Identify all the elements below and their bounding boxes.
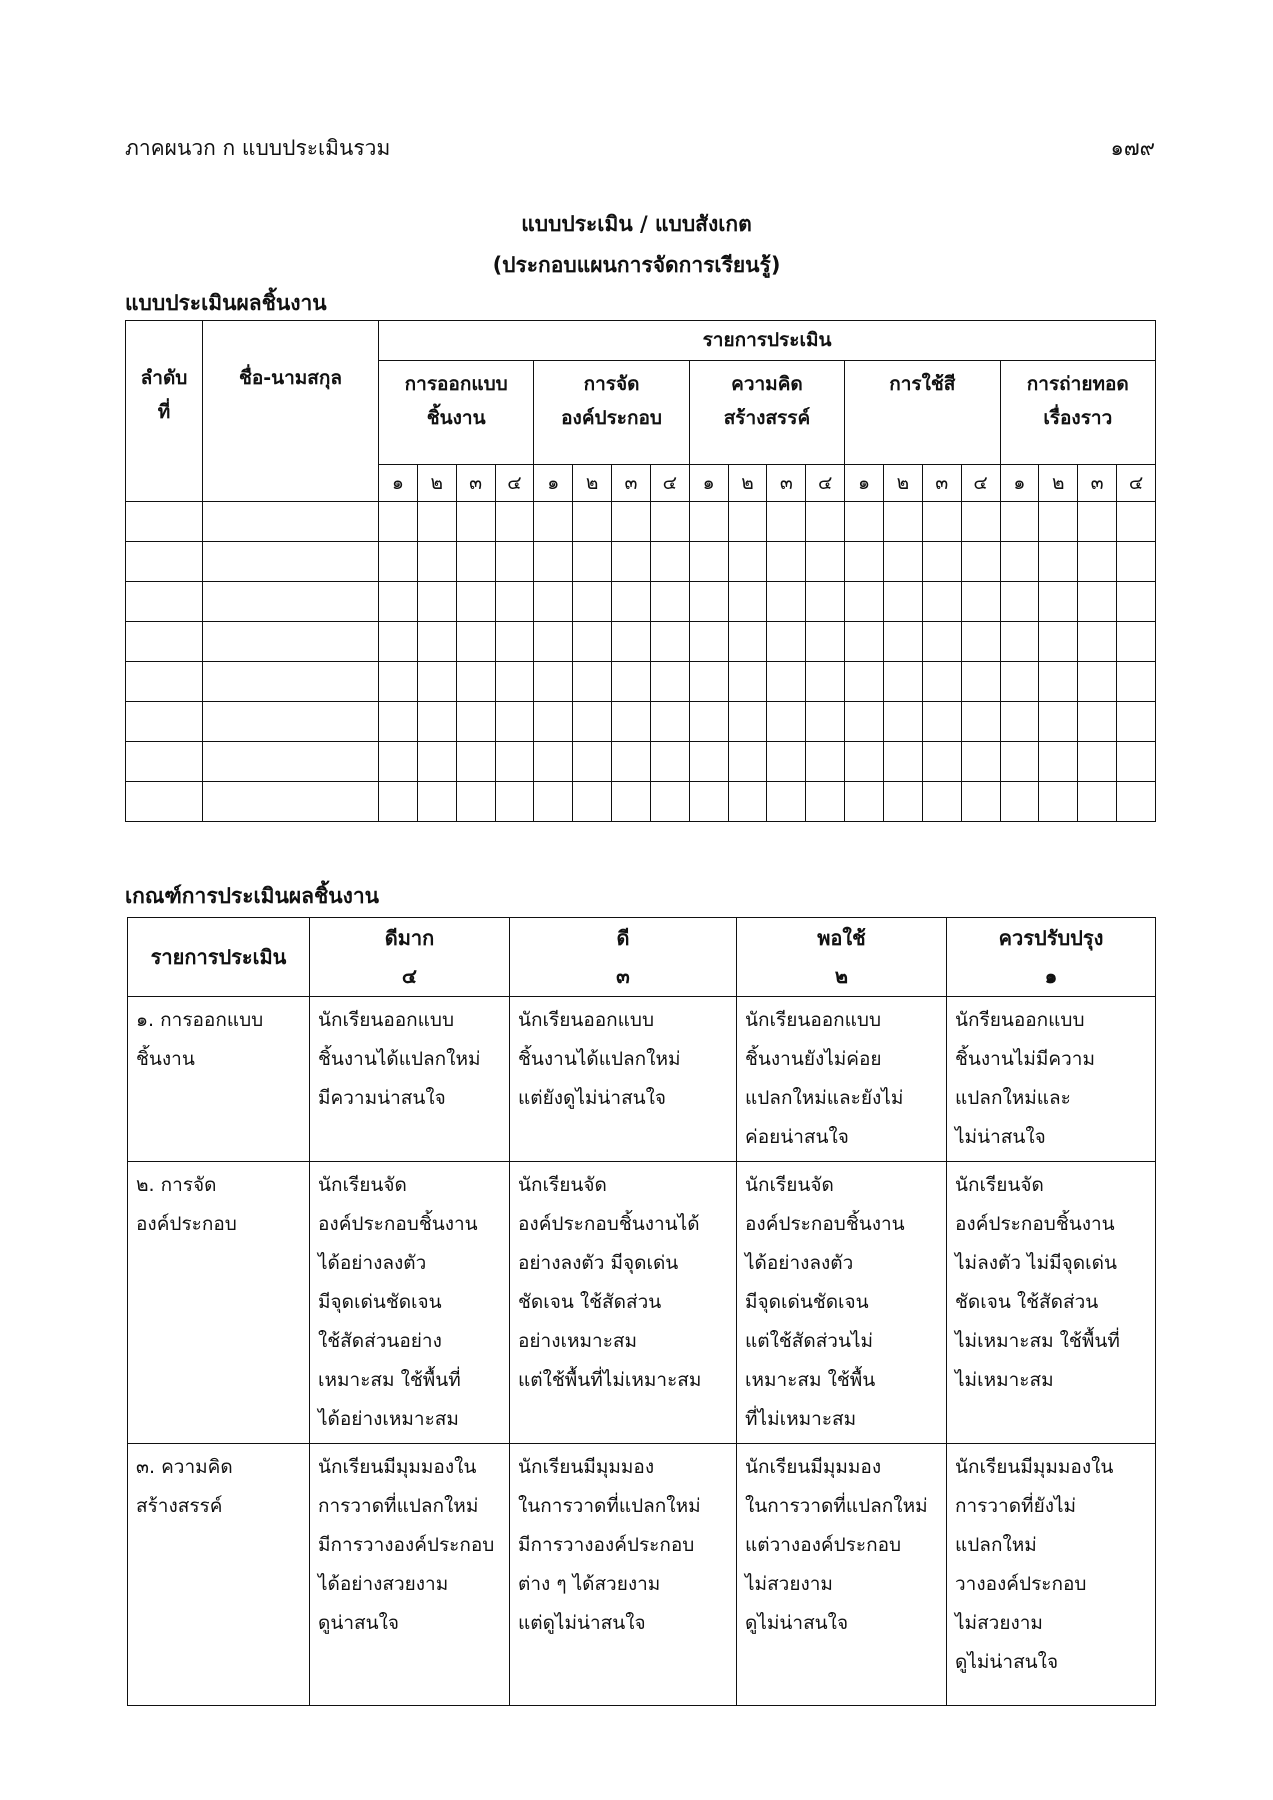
blank-cell[interactable]: [495, 702, 534, 742]
blank-cell[interactable]: [573, 582, 612, 622]
blank-cell[interactable]: [806, 702, 845, 742]
score-header: ๒: [573, 465, 612, 502]
form-section-title: แบบประเมินผลชิ้นงาน: [125, 291, 327, 315]
blank-cell[interactable]: [1117, 622, 1156, 662]
blank-cell[interactable]: [1039, 782, 1078, 822]
blank-cell[interactable]: [767, 502, 806, 542]
criterion-header: การจัด องค์ประกอบ: [534, 361, 689, 465]
blank-cell[interactable]: [806, 782, 845, 822]
blank-cell[interactable]: [728, 622, 767, 662]
blank-cell[interactable]: [573, 782, 612, 822]
blank-cell[interactable]: [650, 542, 689, 582]
blank-cell[interactable]: [495, 742, 534, 782]
rubric-descriptor: นักเรียนจัด องค์ประกอบชิ้นงาน ได้อย่างลงตัว มีจุดเด่นชัดเจน ใช้สัดส่วนอย่าง เหมาะสม ใช้พื้นที่ ได้อย่างเหมาะสม: [310, 1162, 510, 1444]
table-row: [126, 702, 1156, 742]
blank-cell[interactable]: [961, 542, 1000, 582]
blank-cell[interactable]: [1000, 702, 1039, 742]
blank-cell[interactable]: [203, 782, 379, 822]
blank-cell[interactable]: [728, 582, 767, 622]
blank-cell[interactable]: [806, 542, 845, 582]
blank-cell[interactable]: [845, 502, 884, 542]
blank-cell[interactable]: [961, 742, 1000, 782]
blank-cell[interactable]: [806, 502, 845, 542]
blank-cell[interactable]: [417, 542, 456, 582]
col-order-header: ลำดับ ที่: [126, 321, 203, 502]
blank-cell[interactable]: [495, 662, 534, 702]
blank-cell[interactable]: [650, 742, 689, 782]
blank-cell[interactable]: [495, 622, 534, 662]
rubric-descriptor: นักเรียนมีมุมมองใน การวาดที่แปลกใหม่ มีการวางองค์ประกอบ ได้อย่างสวยงาม ดูน่าสนใจ: [310, 1444, 510, 1706]
blank-cell[interactable]: [922, 742, 961, 782]
blank-cell[interactable]: [883, 582, 922, 622]
blank-cell[interactable]: [728, 542, 767, 582]
blank-cell[interactable]: [1078, 582, 1117, 622]
blank-cell[interactable]: [573, 622, 612, 662]
blank-cell[interactable]: [883, 742, 922, 782]
blank-cell[interactable]: [126, 702, 203, 742]
blank-cell[interactable]: [1078, 622, 1117, 662]
criterion-header: การออกแบบ ชิ้นงาน: [379, 361, 534, 465]
score-header: ๑: [689, 465, 728, 502]
blank-cell[interactable]: [379, 782, 418, 822]
blank-cell[interactable]: [534, 662, 573, 702]
blank-cell[interactable]: [417, 622, 456, 662]
score-header: ๓: [922, 465, 961, 502]
rubric-item: ๑. การออกแบบ ชิ้นงาน: [128, 997, 310, 1162]
blank-cell[interactable]: [203, 662, 379, 702]
blank-cell[interactable]: [534, 782, 573, 822]
blank-cell[interactable]: [534, 742, 573, 782]
blank-cell[interactable]: [689, 742, 728, 782]
blank-cell[interactable]: [1039, 662, 1078, 702]
blank-cell[interactable]: [534, 622, 573, 662]
rubric-descriptor: นักเรียนมีมุมมอง ในการวาดที่แปลกใหม่ มีการวางองค์ประกอบ ต่าง ๆ ได้สวยงาม แต่ดูไม่น่าสนใจ: [510, 1444, 737, 1706]
table-row: [126, 742, 1156, 782]
blank-cell[interactable]: [1000, 782, 1039, 822]
blank-cell[interactable]: [1117, 582, 1156, 622]
blank-cell[interactable]: [845, 742, 884, 782]
blank-cell[interactable]: [379, 622, 418, 662]
blank-cell[interactable]: [961, 622, 1000, 662]
blank-cell[interactable]: [961, 702, 1000, 742]
blank-cell[interactable]: [922, 582, 961, 622]
rubric-section-title: เกณฑ์การประเมินผลชิ้นงาน: [125, 884, 380, 908]
blank-cell[interactable]: [379, 502, 418, 542]
table-row: [126, 662, 1156, 702]
blank-cell[interactable]: [1078, 782, 1117, 822]
blank-cell[interactable]: [203, 502, 379, 542]
blank-cell[interactable]: [379, 742, 418, 782]
score-header: ๒: [417, 465, 456, 502]
blank-cell[interactable]: [379, 542, 418, 582]
blank-cell[interactable]: [922, 502, 961, 542]
blank-cell[interactable]: [1039, 702, 1078, 742]
blank-cell[interactable]: [573, 702, 612, 742]
blank-cell[interactable]: [1000, 502, 1039, 542]
blank-cell[interactable]: [1078, 542, 1117, 582]
blank-cell[interactable]: [495, 582, 534, 622]
rubric-header: พอใช้ ๒: [737, 918, 947, 997]
blank-cell[interactable]: [612, 622, 651, 662]
blank-cell[interactable]: [1117, 542, 1156, 582]
blank-cell[interactable]: [728, 502, 767, 542]
blank-cell[interactable]: [203, 542, 379, 582]
blank-cell[interactable]: [845, 782, 884, 822]
blank-cell[interactable]: [845, 542, 884, 582]
blank-cell[interactable]: [1000, 622, 1039, 662]
blank-cell[interactable]: [573, 542, 612, 582]
blank-cell[interactable]: [728, 742, 767, 782]
blank-cell[interactable]: [883, 502, 922, 542]
rubric-descriptor: นักเรียนจัด องค์ประกอบชิ้นงาน ได้อย่างลงตัว มีจุดเด่นชัดเจน แต่ใช้สัดส่วนไม่ เหมาะสม ใช้พื้น ที่ไม่เหมาะสม: [737, 1162, 947, 1444]
blank-cell[interactable]: [1000, 582, 1039, 622]
blank-cell[interactable]: [126, 742, 203, 782]
blank-cell[interactable]: [767, 542, 806, 582]
blank-cell[interactable]: [767, 582, 806, 622]
blank-cell[interactable]: [456, 662, 495, 702]
score-header: ๒: [883, 465, 922, 502]
blank-cell[interactable]: [417, 662, 456, 702]
rubric-table: [127, 917, 1156, 1706]
blank-cell[interactable]: [1078, 702, 1117, 742]
blank-cell[interactable]: [417, 742, 456, 782]
rubric-descriptor: นักเรียนออกแบบ ชิ้นงานได้แปลกใหม่ แต่ยังดูไม่น่าสนใจ: [510, 997, 737, 1162]
blank-cell[interactable]: [1078, 502, 1117, 542]
blank-cell[interactable]: [961, 582, 1000, 622]
blank-cell[interactable]: [573, 742, 612, 782]
blank-cell[interactable]: [612, 662, 651, 702]
blank-cell[interactable]: [612, 742, 651, 782]
rubric-header: ควรปรับปรุง ๑: [947, 918, 1156, 997]
blank-cell[interactable]: [806, 662, 845, 702]
blank-cell[interactable]: [883, 622, 922, 662]
blank-cell[interactable]: [1000, 662, 1039, 702]
blank-cell[interactable]: [728, 782, 767, 822]
blank-cell[interactable]: [612, 702, 651, 742]
blank-cell[interactable]: [379, 582, 418, 622]
blank-cell[interactable]: [1039, 582, 1078, 622]
blank-cell[interactable]: [417, 702, 456, 742]
score-header: ๓: [1078, 465, 1117, 502]
blank-cell[interactable]: [883, 782, 922, 822]
rubric-header: รายการประเมิน: [128, 918, 310, 997]
blank-cell[interactable]: [1117, 502, 1156, 542]
rubric-descriptor: นักเรียนจัด องค์ประกอบชิ้นงาน ไม่ลงตัว ไม่มีจุดเด่น ชัดเจน ใช้สัดส่วน ไม่เหมาะสม ใช้พื้นที่ ไม่เหมาะสม: [947, 1162, 1156, 1444]
blank-cell[interactable]: [573, 502, 612, 542]
blank-cell[interactable]: [456, 502, 495, 542]
blank-cell[interactable]: [417, 582, 456, 622]
blank-cell[interactable]: [379, 702, 418, 742]
score-header: ๒: [1039, 465, 1078, 502]
criterion-header: การถ่ายทอด เรื่องราว: [1000, 361, 1156, 465]
blank-cell[interactable]: [612, 502, 651, 542]
blank-cell[interactable]: [456, 742, 495, 782]
rubric-row: [128, 1444, 1156, 1706]
blank-cell[interactable]: [689, 702, 728, 742]
criterion-header: การใช้สี: [845, 361, 1000, 465]
table-row: [126, 782, 1156, 822]
blank-cell[interactable]: [1000, 742, 1039, 782]
blank-cell[interactable]: [417, 782, 456, 822]
blank-cell[interactable]: [767, 742, 806, 782]
table-row: [126, 622, 1156, 662]
table-row: [126, 542, 1156, 582]
blank-cell[interactable]: [767, 702, 806, 742]
blank-cell[interactable]: [126, 542, 203, 582]
rubric-descriptor: นักเรียนออกแบบ ชิ้นงานยังไม่ค่อย แปลกใหม่และยังไม่ ค่อยน่าสนใจ: [737, 997, 947, 1162]
rubric-item: ๒. การจัด องค์ประกอบ: [128, 1162, 310, 1444]
blank-cell[interactable]: [650, 662, 689, 702]
blank-cell[interactable]: [1039, 542, 1078, 582]
blank-cell[interactable]: [534, 582, 573, 622]
blank-cell[interactable]: [689, 542, 728, 582]
document-subtitle: (ประกอบแผนการจัดการเรียนรู้): [492, 253, 781, 277]
table-row: [126, 502, 1156, 542]
blank-cell[interactable]: [845, 582, 884, 622]
blank-cell[interactable]: [126, 502, 203, 542]
blank-cell[interactable]: [203, 702, 379, 742]
blank-cell[interactable]: [845, 622, 884, 662]
rubric-row: [128, 997, 1156, 1162]
score-header: ๔: [806, 465, 845, 502]
blank-cell[interactable]: [806, 742, 845, 782]
blank-cell[interactable]: [456, 622, 495, 662]
rubric-descriptor: นักเรียนมีมุมมองใน การวาดที่ยังไม่ แปลกใหม่ วางองค์ประกอบ ไม่สวยงาม ดูไม่น่าสนใจ: [947, 1444, 1156, 1706]
blank-cell[interactable]: [417, 502, 456, 542]
blank-cell[interactable]: [922, 542, 961, 582]
score-header: ๑: [534, 465, 573, 502]
blank-cell[interactable]: [689, 622, 728, 662]
blank-cell[interactable]: [689, 582, 728, 622]
blank-cell[interactable]: [845, 702, 884, 742]
blank-cell[interactable]: [1117, 662, 1156, 702]
blank-cell[interactable]: [650, 622, 689, 662]
score-header: ๓: [612, 465, 651, 502]
score-header: ๔: [961, 465, 1000, 502]
blank-cell[interactable]: [495, 782, 534, 822]
blank-cell[interactable]: [650, 782, 689, 822]
blank-cell[interactable]: [806, 582, 845, 622]
blank-cell[interactable]: [922, 782, 961, 822]
blank-cell[interactable]: [728, 662, 767, 702]
blank-cell[interactable]: [689, 782, 728, 822]
blank-cell[interactable]: [650, 582, 689, 622]
rubric-descriptor: นักรียนออกแบบ ชิ้นงานไม่มีความ แปลกใหม่และ ไม่น่าสนใจ: [947, 997, 1156, 1162]
blank-cell[interactable]: [456, 582, 495, 622]
page-number: ๑๗๙: [1110, 136, 1155, 160]
score-header: ๔: [495, 465, 534, 502]
blank-cell[interactable]: [495, 502, 534, 542]
blank-cell[interactable]: [922, 662, 961, 702]
blank-cell[interactable]: [126, 662, 203, 702]
blank-cell[interactable]: [883, 542, 922, 582]
blank-cell[interactable]: [1117, 782, 1156, 822]
blank-cell[interactable]: [845, 662, 884, 702]
blank-cell[interactable]: [961, 782, 1000, 822]
blank-cell[interactable]: [1078, 662, 1117, 702]
blank-cell[interactable]: [689, 502, 728, 542]
blank-cell[interactable]: [534, 542, 573, 582]
blank-cell[interactable]: [650, 702, 689, 742]
rubric-header: ดี ๓: [510, 918, 737, 997]
blank-cell[interactable]: [495, 542, 534, 582]
blank-cell[interactable]: [203, 622, 379, 662]
rubric-descriptor: นักเรียนออกแบบ ชิ้นงานได้แปลกใหม่ มีความน่าสนใจ: [310, 997, 510, 1162]
blank-cell[interactable]: [806, 622, 845, 662]
blank-cell[interactable]: [922, 622, 961, 662]
blank-cell[interactable]: [534, 502, 573, 542]
score-header: ๑: [379, 465, 418, 502]
score-header: ๒: [728, 465, 767, 502]
running-header: ภาคผนวก ก แบบประเมินรวม: [125, 136, 391, 160]
blank-cell[interactable]: [767, 782, 806, 822]
blank-cell[interactable]: [1078, 742, 1117, 782]
blank-cell[interactable]: [767, 662, 806, 702]
blank-cell[interactable]: [203, 582, 379, 622]
score-header: ๔: [650, 465, 689, 502]
blank-cell[interactable]: [1039, 742, 1078, 782]
blank-cell[interactable]: [126, 782, 203, 822]
blank-cell[interactable]: [203, 742, 379, 782]
blank-cell[interactable]: [612, 782, 651, 822]
blank-cell[interactable]: [612, 582, 651, 622]
blank-cell[interactable]: [612, 542, 651, 582]
blank-cell[interactable]: [456, 702, 495, 742]
rubric-header: ดีมาก ๔: [310, 918, 510, 997]
score-header: ๑: [1000, 465, 1039, 502]
col-name-header: ชื่อ-นามสกุล: [203, 321, 379, 502]
blank-cell[interactable]: [767, 622, 806, 662]
blank-cell[interactable]: [379, 662, 418, 702]
score-header: ๑: [845, 465, 884, 502]
score-header: ๓: [456, 465, 495, 502]
rubric-descriptor: นักเรียนจัด องค์ประกอบชิ้นงานได้ อย่างลงตัว มีจุดเด่น ชัดเจน ใช้สัดส่วน อย่างเหมาะสม แต่ใช้พื้นที่ไม่เหมาะสม: [510, 1162, 737, 1444]
blank-cell[interactable]: [1039, 622, 1078, 662]
rubric-row: [128, 1162, 1156, 1444]
blank-cell[interactable]: [456, 782, 495, 822]
blank-cell[interactable]: [126, 582, 203, 622]
blank-cell[interactable]: [689, 662, 728, 702]
blank-cell[interactable]: [650, 502, 689, 542]
rubric-item: ๓. ความคิด สร้างสรรค์: [128, 1444, 310, 1706]
blank-cell[interactable]: [961, 502, 1000, 542]
blank-cell[interactable]: [456, 542, 495, 582]
blank-cell[interactable]: [573, 662, 612, 702]
document-title: แบบประเมิน / แบบสังเกต: [521, 212, 752, 236]
blank-cell[interactable]: [922, 702, 961, 742]
blank-cell[interactable]: [1117, 702, 1156, 742]
blank-cell[interactable]: [883, 702, 922, 742]
blank-cell[interactable]: [728, 702, 767, 742]
table-row: [126, 582, 1156, 622]
rubric-descriptor: นักเรียนมีมุมมอง ในการวาดที่แปลกใหม่ แต่วางองค์ประกอบ ไม่สวยงาม ดูไม่น่าสนใจ: [737, 1444, 947, 1706]
blank-cell[interactable]: [1000, 542, 1039, 582]
evaluation-form-table: [125, 320, 1156, 822]
col-items-header: รายการประเมิน: [379, 321, 1156, 361]
criterion-header: ความคิด สร้างสรรค์: [689, 361, 844, 465]
blank-cell[interactable]: [1039, 502, 1078, 542]
blank-cell[interactable]: [1117, 742, 1156, 782]
blank-cell[interactable]: [534, 702, 573, 742]
blank-cell[interactable]: [126, 622, 203, 662]
blank-cell[interactable]: [961, 662, 1000, 702]
blank-cell[interactable]: [883, 662, 922, 702]
score-header: ๔: [1117, 465, 1156, 502]
score-header: ๓: [767, 465, 806, 502]
